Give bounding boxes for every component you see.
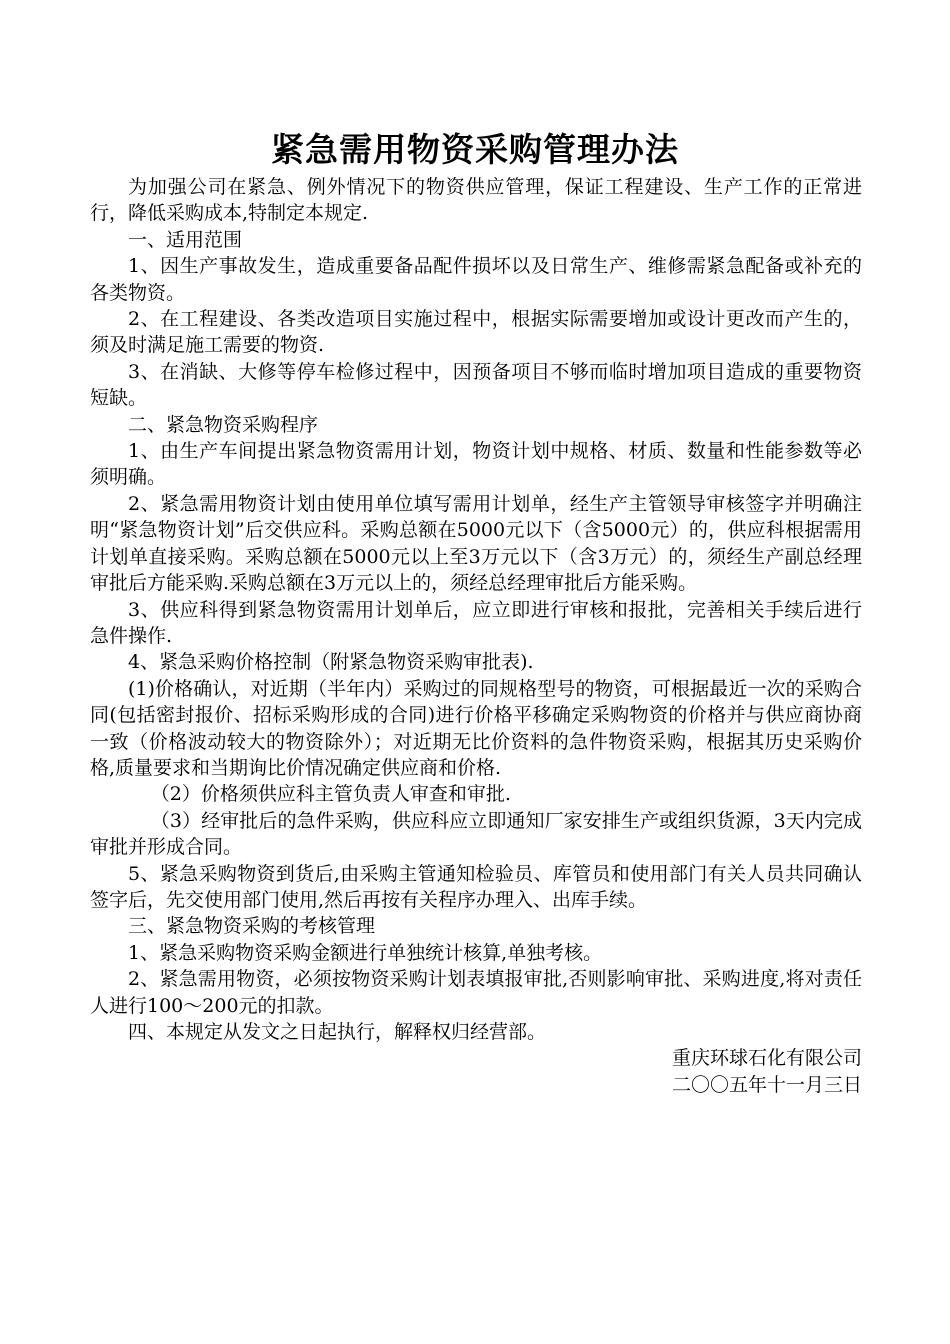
scope-item-3: 3、在消缺、大修等停车检修过程中，因预备项目不够而临时增加项目造成的重要物资短缺。	[90, 360, 862, 410]
procedure-item-5: 5、紧急采购物资到货后,由采购主管通知检验员、库管员和使用部门有关人员共同确认签字后，先交使用部门使用,然后再按有关程序办理入、出库手续。	[90, 862, 862, 911]
signature-company: 重庆环球石化有限公司	[671, 1047, 862, 1070]
price-control-item-3: （3）经审批后的急件采购，供应科应立即通知厂家安排生产或组织货源，3天内完成审批并形成合同。	[90, 809, 862, 859]
price-control-item-1: (1)价格确认，对近期（半年内）采购过的同规格型号的物资，可根据最近一次的采购合同(包括密封报价、招标采购形成的合同)进行价格平移确定采购物资的价格并与供应商协商一致（价格波动较大的物资除外）；对近期无比价资料的急件物资采购，根据其历史采购价格,质量要求和当期询比价情况确定供应商和价格.	[90, 677, 862, 779]
intro-paragraph: 为加强公司在紧急、例外情况下的物资供应管理，保证工程建设、生产工作的正常进行，降低采购成本,特制定本规定.	[90, 176, 862, 225]
procedure-item-2: 2、紧急需用物资计划由使用单位填写需用计划单，经生产主管领导审核签字并明确注明“紧急物资计划”后交供应科。采购总额在5000元以下（含5000元）的，供应科根据需用计划单直接采购。采购总额在5000元以上至3万元以下（含3万元）的，须经生产副总经理审批后方能采购.采购总额在3万元以上的，须经总经理审批后方能采购。	[90, 492, 862, 595]
assessment-item-1: 1、紧急采购物资采购金额进行单独统计核算,单独考核。	[128, 941, 603, 964]
procedure-item-3: 3、供应科得到紧急物资需用计划单后，应立即进行审核和报批，完善相关手续后进行急件操作.	[90, 598, 862, 647]
signature-date: 二〇〇五年十一月三日	[671, 1073, 862, 1096]
procedure-item-4: 4、紧急采购价格控制（附紧急物资采购审批表).	[128, 651, 534, 674]
assessment-item-2: 2、紧急需用物资，必须按物资采购计划表填报审批,否则影响审批、采购进度,将对责任人进行100～200元的扣款。	[90, 968, 862, 1017]
section-heading-scope: 一、适用范围	[128, 228, 243, 251]
section-heading-effective: 四、本规定从发文之日起执行，解释权归经营部。	[128, 1021, 547, 1043]
procedure-item-1: 1、由生产车间提出紧急物资需用计划，物资计划中规格、材质、数量和性能参数等必须明确。	[90, 440, 862, 489]
document-body	[90, 174, 862, 1098]
scope-item-2: 2、在工程建设、各类改造项目实施过程中，根据实际需要增加或设计更改而产生的，须及时满足施工需要的物资.	[90, 308, 862, 357]
document-title: 紧急需用物资采购管理办法	[271, 130, 679, 169]
scope-item-1: 1、因生产事故发生，造成重要备品配件损坏以及日常生产、维修需紧急配备或补充的各类物资。	[90, 255, 862, 304]
price-control-item-2: （2）价格须供应科主管负责人审查和审批.	[150, 783, 511, 806]
section-heading-assessment: 三、紧急物资采购的考核管理	[128, 915, 376, 938]
section-heading-procedure: 二、紧急物资采购程序	[128, 413, 319, 436]
